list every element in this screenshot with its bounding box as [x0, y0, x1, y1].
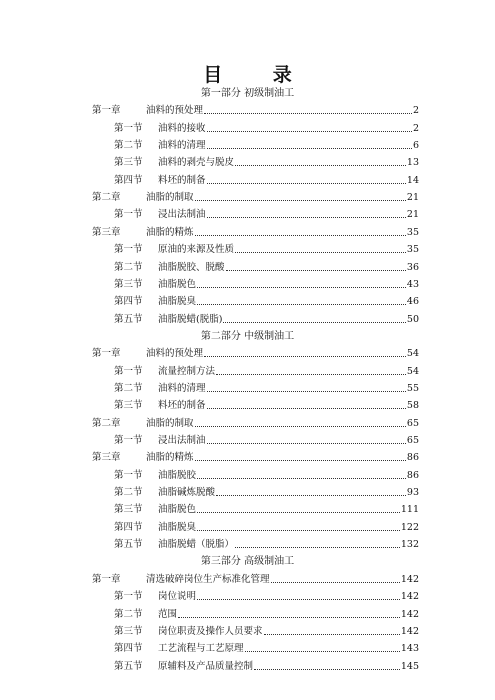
page-number: 86 [406, 452, 419, 464]
dot-leader [195, 426, 406, 427]
entry-title: 油脂的精炼 [146, 452, 194, 464]
page-number: 65 [406, 435, 419, 446]
section-entry[interactable] [114, 123, 419, 135]
entry-title: 浸出法制油 [158, 209, 206, 221]
dot-leader [197, 599, 400, 600]
page-number: 58 [406, 400, 419, 412]
entry-number: 第一节 [114, 469, 143, 481]
entry-title: 油脂的精炼 [146, 226, 194, 238]
dot-leader [197, 530, 400, 531]
entry-title: 清选破碎岗位生产标准化管理 [146, 573, 270, 585]
entry-title: 油脂的制取 [146, 192, 194, 204]
entry-title: 油料的清理 [158, 382, 206, 394]
entry-title: 油脂脱胶、脱酸 [158, 261, 225, 273]
dot-leader [197, 478, 406, 479]
section-entry[interactable] [114, 504, 419, 516]
dot-leader [235, 547, 400, 548]
section-entry[interactable] [114, 279, 419, 291]
page-number: 132 [400, 539, 419, 551]
entry-number: 第四节 [114, 296, 143, 308]
section-entry[interactable] [114, 140, 419, 152]
section-entry[interactable] [114, 244, 419, 256]
page-number: 142 [400, 608, 419, 620]
dot-leader [207, 131, 412, 132]
entry-number: 第四节 [114, 643, 143, 655]
entry-number: 第四节 [114, 174, 143, 186]
section-entry[interactable] [114, 157, 419, 169]
entry-number: 第三节 [114, 278, 143, 290]
entry-title: 油脂脱胶 [158, 469, 197, 481]
chapter-entry[interactable] [92, 227, 419, 239]
entry-title: 岗位职责及操作人员要求 [158, 625, 263, 637]
dot-leader [235, 165, 406, 166]
entry-number: 第二节 [114, 382, 143, 394]
dot-leader [254, 669, 400, 670]
dot-leader [235, 252, 406, 253]
dot-leader [197, 287, 406, 288]
dot-leader [207, 148, 412, 149]
section-entry[interactable] [114, 175, 419, 187]
entry-title: 料坯的制备 [158, 174, 206, 186]
entry-number: 第五节 [114, 539, 143, 551]
dot-leader [216, 374, 406, 375]
dot-leader [271, 582, 400, 583]
entry-number: 第一节 [114, 591, 143, 603]
chapter-entry[interactable] [92, 348, 419, 360]
section-entry[interactable] [114, 383, 419, 395]
entry-number: 第一节 [114, 122, 143, 134]
entry-title: 油脂脱色 [158, 504, 197, 516]
entry-title: 料坯的制备 [158, 400, 206, 412]
entry-title: 油脂脱臭 [158, 296, 197, 308]
page-number: 35 [406, 244, 419, 256]
entry-number: 第五节 [114, 313, 143, 325]
entry-number: 第三节 [114, 157, 143, 169]
entry-title: 流量控制方法 [158, 365, 216, 377]
page-number: 54 [406, 348, 419, 360]
dot-leader [207, 443, 406, 444]
page-number: 21 [406, 192, 419, 204]
entry-number: 第二章 [92, 192, 121, 204]
page-number: 142 [400, 573, 419, 585]
part-heading: 第三部分 高级制油工 [200, 556, 295, 568]
chapter-entry[interactable] [92, 192, 419, 204]
section-entry[interactable] [114, 209, 419, 221]
entry-title: 油料的剥壳与脱皮 [158, 157, 235, 169]
entry-number: 第一节 [114, 244, 143, 256]
entry-number: 第四节 [114, 521, 143, 533]
entry-title: 油料的接收 [158, 122, 206, 134]
page-number: 122 [400, 521, 419, 533]
page-number: 54 [406, 365, 419, 377]
dot-leader [197, 512, 400, 513]
entry-number: 第一节 [114, 435, 143, 446]
page-number: 142 [400, 625, 419, 637]
entry-number: 第二节 [114, 608, 143, 620]
page-number: 142 [400, 591, 419, 603]
page-number: 21 [406, 209, 419, 221]
section-entry[interactable] [114, 262, 419, 274]
dot-leader [223, 322, 405, 323]
entry-title: 岗位说明 [158, 591, 197, 603]
dot-leader [207, 217, 406, 218]
entry-number: 第二节 [114, 140, 143, 152]
dot-leader [207, 391, 406, 392]
dot-leader [216, 495, 406, 496]
section-entry[interactable] [114, 487, 419, 499]
page-number: 46 [406, 296, 419, 308]
toc-title: 目 录 [203, 64, 314, 86]
page-number: 35 [406, 226, 419, 238]
page-number: 55 [406, 382, 419, 394]
dot-leader [197, 304, 406, 305]
section-entry[interactable] [114, 591, 419, 603]
entry-number: 第二章 [92, 417, 121, 429]
page-number: 65 [406, 417, 419, 429]
entry-number: 第二节 [114, 261, 143, 273]
entry-number: 第一节 [114, 365, 143, 377]
section-entry[interactable] [114, 366, 419, 378]
section-entry[interactable] [114, 626, 419, 638]
entry-number: 第一章 [92, 573, 121, 585]
entry-number: 第三章 [92, 452, 121, 464]
section-entry[interactable] [114, 296, 419, 308]
entry-title: 油脂脱色 [158, 278, 197, 290]
page-number: 143 [400, 643, 419, 655]
entry-number: 第三章 [92, 226, 121, 238]
entry-title: 原辅料及产品质量控制 [158, 660, 254, 672]
section-entry[interactable] [114, 661, 419, 673]
section-entry[interactable] [114, 400, 419, 412]
dot-leader [195, 460, 406, 461]
entry-title: 油脂碱炼脱酸 [158, 487, 216, 499]
entry-title: 油脂脱臭 [158, 521, 197, 533]
chapter-entry[interactable] [92, 418, 419, 430]
dot-leader [245, 651, 400, 652]
part-heading: 第二部分 中级制油工 [200, 330, 295, 342]
entry-number: 第二节 [114, 487, 143, 499]
entry-title: 工艺流程与工艺原理 [158, 643, 244, 655]
entry-title: 原油的来源及性质 [158, 244, 235, 256]
page-number: 2 [412, 105, 419, 117]
page-number: 43 [406, 278, 419, 290]
entry-title: 浸出法制油 [158, 435, 206, 446]
entry-title: 油脂脱蜡(脱脂) [158, 313, 223, 325]
section-entry[interactable] [114, 435, 419, 447]
dot-leader [195, 200, 406, 201]
section-entry[interactable] [114, 609, 419, 621]
entry-number: 第三节 [114, 625, 143, 637]
entry-title: 范围 [158, 608, 178, 620]
page-number: 86 [406, 469, 419, 481]
entry-number: 第三节 [114, 504, 143, 516]
dot-leader [207, 183, 406, 184]
entry-title: 油料的清理 [158, 140, 206, 152]
entry-title: 油料的预处理 [146, 348, 204, 360]
page-number: 14 [406, 174, 419, 186]
chapter-entry[interactable] [92, 452, 419, 464]
section-entry[interactable] [114, 522, 419, 534]
section-entry[interactable] [114, 470, 419, 482]
entry-number: 第一节 [114, 209, 143, 221]
section-entry[interactable] [114, 314, 419, 326]
entry-number: 第一章 [92, 105, 121, 117]
dot-leader [207, 408, 406, 409]
dot-leader [178, 617, 400, 618]
page-number: 13 [406, 157, 419, 169]
entry-title: 油脂脱蜡（脱脂） [158, 539, 235, 551]
entry-number: 第五节 [114, 660, 143, 672]
chapter-entry[interactable] [92, 105, 419, 117]
page-number: 36 [406, 261, 419, 273]
chapter-entry[interactable] [92, 574, 419, 586]
entry-number: 第一章 [92, 348, 121, 360]
entry-title: 油脂的制取 [146, 417, 194, 429]
section-entry[interactable] [114, 643, 419, 655]
dot-leader [195, 235, 406, 236]
page-number: 145 [400, 660, 419, 672]
entry-number: 第三节 [114, 400, 143, 412]
page-number: 6 [412, 140, 419, 152]
dot-leader [226, 270, 406, 271]
page-number: 93 [406, 487, 419, 499]
page-number: 111 [400, 504, 419, 516]
part-heading: 第一部分 初级制油工 [200, 88, 295, 99]
dot-leader [264, 634, 400, 635]
page-number: 2 [412, 122, 419, 134]
dot-leader [204, 113, 412, 114]
section-entry[interactable] [114, 539, 419, 551]
entry-title: 油料的预处理 [146, 105, 204, 117]
dot-leader [204, 356, 406, 357]
page-number: 50 [406, 313, 419, 325]
